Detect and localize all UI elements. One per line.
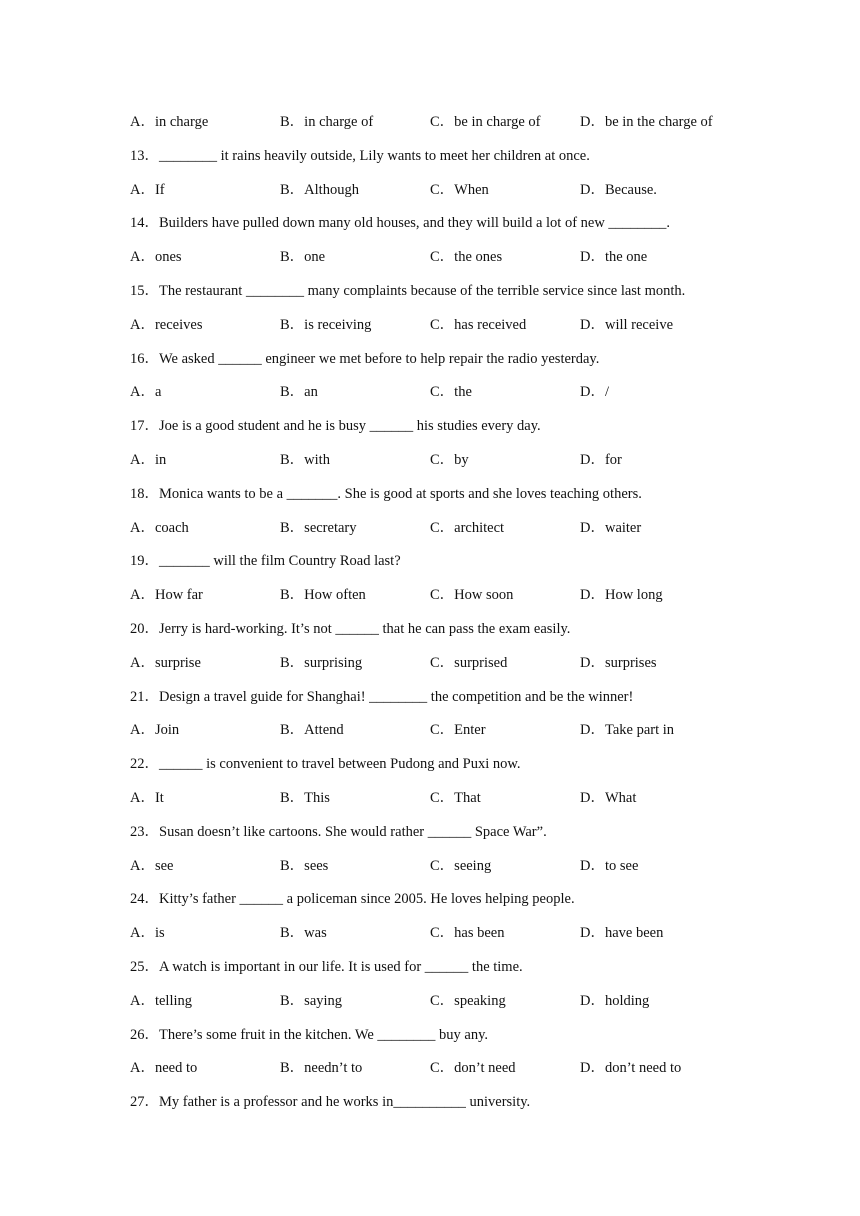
option-d: D．have been — [580, 925, 664, 942]
option-d: D．will receive — [580, 316, 674, 333]
question-text: 25．A watch is important in our life. It is used for ______ the time. — [130, 959, 523, 975]
option-c: C．be in charge of — [430, 114, 541, 130]
option-c: C．speaking — [430, 992, 506, 1009]
answer-options-row — [130, 381, 770, 403]
question-text: 22．______ is convenient to travel between Pudong and Puxi now. — [130, 756, 521, 773]
option-c: C．don’t need — [430, 1060, 516, 1077]
question-text: 18．Monica wants to be a _______. She is good at sports and she loves teaching others. — [130, 485, 642, 502]
option-b: B．in charge of — [280, 114, 374, 130]
option-d: D．/ — [580, 384, 609, 401]
answer-options-row — [130, 517, 770, 539]
question-text: 17．Joe is a good student and he is busy ______ his studies every day. — [130, 418, 541, 435]
option-b: B．needn’t to — [280, 1060, 363, 1077]
option-d: D．Take part in — [580, 722, 675, 739]
question-text: 21．Design a travel guide for Shanghai! ________ the competition and be the winner! — [130, 688, 634, 705]
option-d: D．surprises — [580, 654, 657, 671]
option-d: D．Because. — [580, 181, 657, 198]
option-b: B．with — [280, 452, 330, 468]
question-text: 20．Jerry is hard-working. It’s not ______ that he can pass the exam easily. — [130, 621, 571, 637]
option-d: D．How long — [580, 587, 663, 604]
answer-options-row — [130, 246, 770, 268]
option-b: B．sees — [280, 857, 329, 874]
option-b: B．Attend — [280, 722, 344, 739]
option-a: A．surprise — [130, 654, 201, 671]
answer-options-row — [130, 719, 770, 741]
option-a: A．need to — [130, 1060, 198, 1077]
option-b: B．How often — [280, 587, 366, 604]
answer-options-row — [130, 111, 770, 133]
option-c: C．surprised — [430, 654, 508, 671]
question-text: 26．There’s some fruit in the kitchen. We ________ buy any. — [130, 1026, 489, 1043]
option-c: C．That — [430, 790, 481, 806]
option-c: C．seeing — [430, 857, 492, 874]
option-b: B．Although — [280, 181, 359, 198]
option-a: A．ones — [130, 249, 182, 266]
option-c: C．When — [430, 181, 489, 198]
answer-options-row — [130, 855, 770, 877]
question-text: 16．We asked ______ engineer we met before to help repair the radio yesterday. — [130, 350, 600, 367]
option-c: C．by — [430, 452, 469, 468]
question-text: 27．My father is a professor and he works in__________ university. — [130, 1094, 531, 1111]
option-a: A．It — [130, 790, 164, 806]
option-d: D．for — [580, 452, 622, 468]
answer-options-row — [130, 584, 770, 606]
question-text: 13．________ it rains heavily outside, Lily wants to meet her children at once. — [130, 147, 590, 164]
option-a: A．in charge — [130, 114, 209, 130]
question-text: 15．The restaurant ________ many complaints because of the terrible service since last month. — [130, 283, 686, 299]
question-text: 14．Builders have pulled down many old houses, and they will build a lot of new ________. — [130, 215, 671, 232]
option-b: B．an — [280, 384, 318, 401]
option-d: D．the one — [580, 249, 648, 266]
option-d: D．waiter — [580, 519, 642, 536]
option-a: A．receives — [130, 316, 203, 333]
option-a: A．in — [130, 452, 167, 468]
option-d: D．be in the charge of — [580, 114, 713, 130]
option-d: D．What — [580, 790, 637, 806]
question-text: 24．Kitty’s father ______ a policeman since 2005. He loves helping people. — [130, 891, 575, 908]
option-b: B．one — [280, 249, 326, 266]
answer-options-row — [130, 922, 770, 944]
option-b: B．surprising — [280, 654, 363, 671]
option-c: C．the ones — [430, 249, 503, 266]
answer-options-row — [130, 1057, 770, 1079]
option-b: B．This — [280, 790, 330, 806]
option-c: C．has received — [430, 316, 527, 333]
answer-options-row — [130, 179, 770, 201]
option-a: A．Join — [130, 722, 180, 739]
question-text: 19．_______ will the film Country Road last? — [130, 553, 401, 570]
answer-options-row — [130, 652, 770, 674]
answer-options-row — [130, 787, 770, 809]
option-d: D．to see — [580, 857, 639, 874]
option-b: B．was — [280, 925, 327, 942]
option-c: C．Enter — [430, 722, 486, 739]
option-d: D．don’t need to — [580, 1060, 682, 1077]
option-a: A．coach — [130, 519, 189, 536]
option-d: D．holding — [580, 992, 650, 1009]
option-a: A．telling — [130, 992, 193, 1009]
question-text: 23．Susan doesn’t like cartoons. She would rather ______ Space War”. — [130, 823, 547, 840]
answer-options-row — [130, 990, 770, 1012]
option-a: A．If — [130, 181, 165, 198]
option-a: A．a — [130, 384, 162, 401]
option-c: C．architect — [430, 519, 505, 536]
option-b: B．secretary — [280, 519, 357, 536]
option-a: A．see — [130, 857, 174, 874]
option-c: C．How soon — [430, 587, 514, 604]
option-c: C．has been — [430, 925, 505, 942]
option-a: A．is — [130, 925, 165, 942]
answer-options-row — [130, 314, 770, 336]
option-b: B．saying — [280, 992, 343, 1009]
option-b: B．is receiving — [280, 316, 372, 333]
option-c: C．the — [430, 384, 472, 401]
answer-options-row — [130, 449, 770, 471]
option-a: A．How far — [130, 587, 203, 604]
